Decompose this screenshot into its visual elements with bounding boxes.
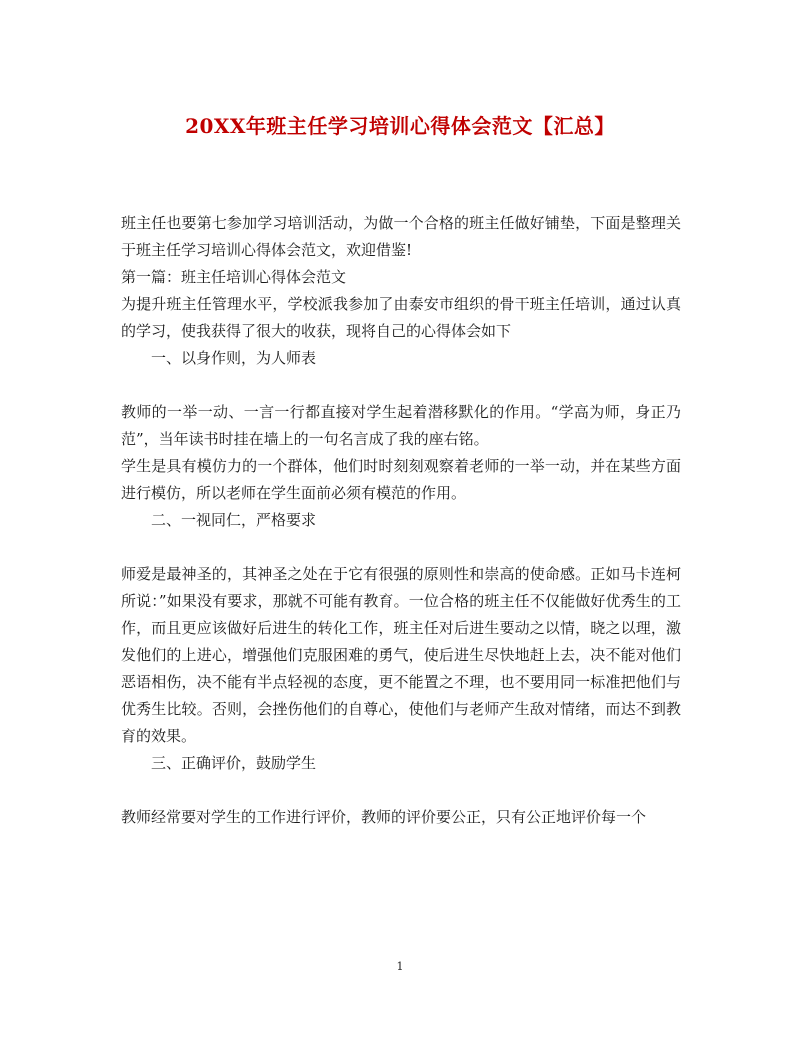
subheading-three: 三、正确评价，鼓励学生 (151, 754, 317, 772)
document-title: 20XX年班主任学习培训心得体会范文【汇总】 (185, 114, 615, 138)
body-paragraph: 教师经常要对学生的工作进行评价，教师的评价要公正，只有公正地评价每一个 (121, 808, 647, 826)
page-number: 1 (396, 960, 404, 973)
document-body (121, 210, 681, 831)
subheading-two: 二、一视同仁，严格要求 (151, 511, 317, 529)
intro-paragraph: 班主任也要第七参加学习培训活动，为做一个合格的班主任做好铺垫，下面是整理关于班主任学习培训心得体会范文，欢迎借鉴! (121, 214, 681, 259)
body-paragraph: 师爱是最神圣的，其神圣之处在于它有很强的原则性和崇高的使命感。正如马卡连柯所说：”如果没有要求，那就不可能有教育。一位合格的班主任不仅能做好优秀生的工作，而且更应该做好后进生的转化工作，班主任对后进生要动之以情，晓之以理，激发他们的上进心，增强他们克服困难的勇气，使后进生尽快地赶上去，决不能对他们恶语相伤，决不能有半点轻视的态度，更不能置之不理，也不要用同一标准把他们与优秀生比较。否则，会挫伤他们的自尊心，使他们与老师产生敌对情绪，而达不到教育的效果。 (121, 565, 681, 745)
body-paragraph: 教师的一举一动、一言一行都直接对学生起着潜移默化的作用。“学高为师，身正乃范”，当年读书时挂在墙上的一句名言成了我的座右铭。 (121, 403, 681, 448)
body-paragraph: 为提升班主任管理水平，学校派我参加了由泰安市组织的骨干班主任培训，通过认真的学习，使我获得了很大的收获，现将自己的心得体会如下 (121, 295, 681, 340)
body-paragraph: 学生是具有模仿力的一个群体，他们时时刻刻观察着老师的一举一动，并在某些方面进行模仿，所以老师在学生面前必须有模范的作用。 (121, 457, 681, 502)
section-heading-part-one: 第一篇：班主任培训心得体会范文 (121, 268, 347, 286)
subheading-one: 一、以身作则，为人师表 (151, 349, 317, 367)
